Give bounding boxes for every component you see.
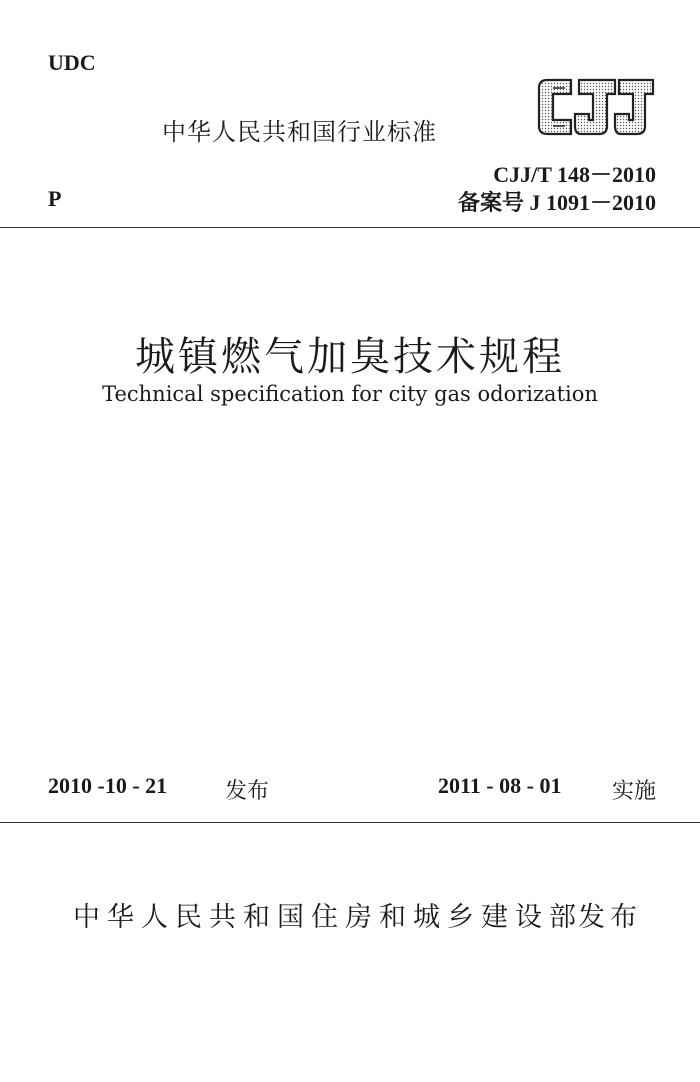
implementation-label: 实施 <box>611 779 656 804</box>
bottom-divider <box>0 822 700 823</box>
filing-number: 备案号 J 1091－2010 <box>457 190 656 215</box>
publisher-name: 中华人民共和国住房和城乡建设部 <box>73 902 583 933</box>
title-english: Technical specification for city gas odorization <box>102 382 598 406</box>
implementation-date: 2011 - 08 - 01 <box>438 773 562 798</box>
category-label: P <box>48 186 62 211</box>
top-divider <box>0 227 700 228</box>
standard-code: CJJ/T 148－2010 <box>493 162 656 187</box>
issue-date: 2010 -10 - 21 <box>48 773 168 798</box>
issue-label: 发布 <box>225 779 270 804</box>
cjj-logo <box>535 76 657 138</box>
title-chinese: 城镇燃气加臭技术规程 <box>135 334 565 380</box>
standard-type: 中华人民共和国行业标准 <box>162 118 437 146</box>
publish-label: 发布 <box>578 902 642 933</box>
udc-label: UDC <box>48 50 96 75</box>
